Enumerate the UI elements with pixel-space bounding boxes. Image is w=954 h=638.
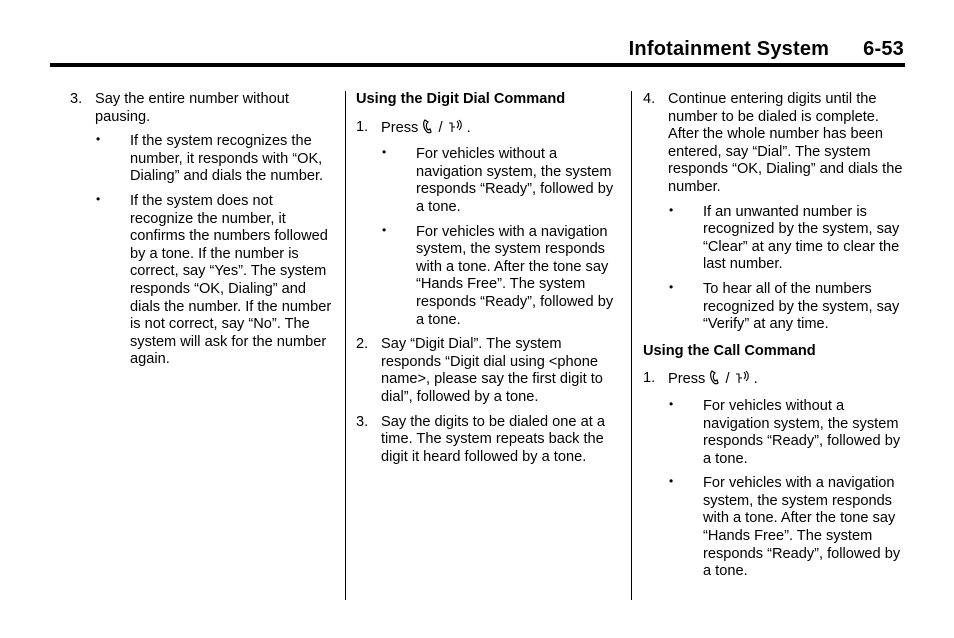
step-text: Press <box>381 119 419 136</box>
section-heading: Using the Digit Dial Command <box>356 91 566 107</box>
bullet-text: If the system does not recognize the number, it confirms the numbers followed by a tone. If the number is correct, say “Yes”. The system responds “OK, Dialing” and dials the number. If the number is not correct, say “No”. The system will ask for the number again. <box>130 192 332 368</box>
bullet-glyph: • <box>382 222 387 237</box>
step-text: Say the entire number without pausing. <box>95 91 289 125</box>
bullet-text: To hear all of the numbers recognized by the system, say “Verify” at any time. <box>703 280 900 333</box>
separator: / <box>438 119 443 136</box>
voice-recognition-icon <box>734 370 750 391</box>
voice-recognition-icon <box>447 119 463 140</box>
phone-handset-icon <box>422 119 434 140</box>
bullet-item <box>381 224 622 330</box>
step-number: 2. <box>356 336 369 353</box>
step-text: Say the digits to be dialed one at a time. The system repeats back the digit it heard followed by a tone. <box>381 413 605 465</box>
phone-handset-icon <box>709 370 721 391</box>
column-divider <box>631 91 632 600</box>
step-text: Continue entering digits until the number to be dialed is complete. After the whole number has been entered, say “Dial”. The system responds “OK, Dialing” and dials the number. <box>668 91 903 195</box>
column-divider <box>345 91 346 600</box>
bullet-item <box>668 398 905 468</box>
bullet-glyph: • <box>669 202 674 217</box>
step-3 <box>70 91 338 126</box>
step-4 <box>643 91 905 197</box>
bullet-glyph: • <box>382 145 387 160</box>
section-title: Infotainment System <box>628 38 830 60</box>
step-3 <box>356 414 622 467</box>
section-heading: Using the Call Command <box>643 342 816 359</box>
page-header <box>629 38 904 61</box>
step-number: 3. <box>356 413 369 430</box>
bullet-glyph: • <box>669 279 674 294</box>
separator: / <box>725 371 730 388</box>
step-number: 3. <box>70 91 83 107</box>
bullet-text: If the system recognizes the number, it responds with “OK, Dialing” and dials the number. <box>130 133 324 185</box>
bullet-glyph: • <box>96 132 101 147</box>
bullet-text: For vehicles with a navigation system, the system responds with a tone. After the tone say “Hands Free”. The system responds “Ready”, followed by a tone. <box>416 223 614 328</box>
column-2 <box>356 91 622 473</box>
header-rule <box>50 63 905 67</box>
period: . <box>753 371 758 388</box>
bullet-item <box>381 146 622 216</box>
page-number: 6-53 <box>863 38 904 60</box>
bullet-text: For vehicles with a navigation system, the system responds with a tone. After the tone say “Hands Free”. The system responds “Ready”, followed by a tone. <box>703 475 901 580</box>
step-number: 1. <box>356 118 369 135</box>
bullet-item <box>668 281 905 334</box>
bullet-item <box>668 204 905 274</box>
step-1 <box>356 119 622 140</box>
bullet-item <box>668 475 905 581</box>
step-1 <box>643 370 905 391</box>
step-text: Say “Digit Dial”. The system responds “Digit dial using <phone name>, please say the first digit to dial”, followed by a tone. <box>381 336 603 405</box>
step-number: 4. <box>643 91 656 107</box>
bullet-text: For vehicles without a navigation system, the system responds “Ready”, followed by a tone. <box>416 146 614 215</box>
period: . <box>466 119 471 136</box>
bullet-glyph: • <box>96 191 101 206</box>
bullet-item <box>95 133 338 186</box>
step-text: Press <box>668 371 706 388</box>
step-2 <box>356 336 622 406</box>
bullet-glyph: • <box>669 474 674 489</box>
bullet-text: For vehicles without a navigation system, the system responds “Ready”, followed by a tone. <box>703 397 901 467</box>
bullet-glyph: • <box>669 396 674 411</box>
bullet-item <box>95 193 338 369</box>
column-3 <box>643 91 905 588</box>
column-1 <box>70 91 338 376</box>
bullet-text: If an unwanted number is recognized by the system, say “Clear” at any time to clear the last number. <box>703 203 900 273</box>
step-number: 1. <box>643 370 656 387</box>
